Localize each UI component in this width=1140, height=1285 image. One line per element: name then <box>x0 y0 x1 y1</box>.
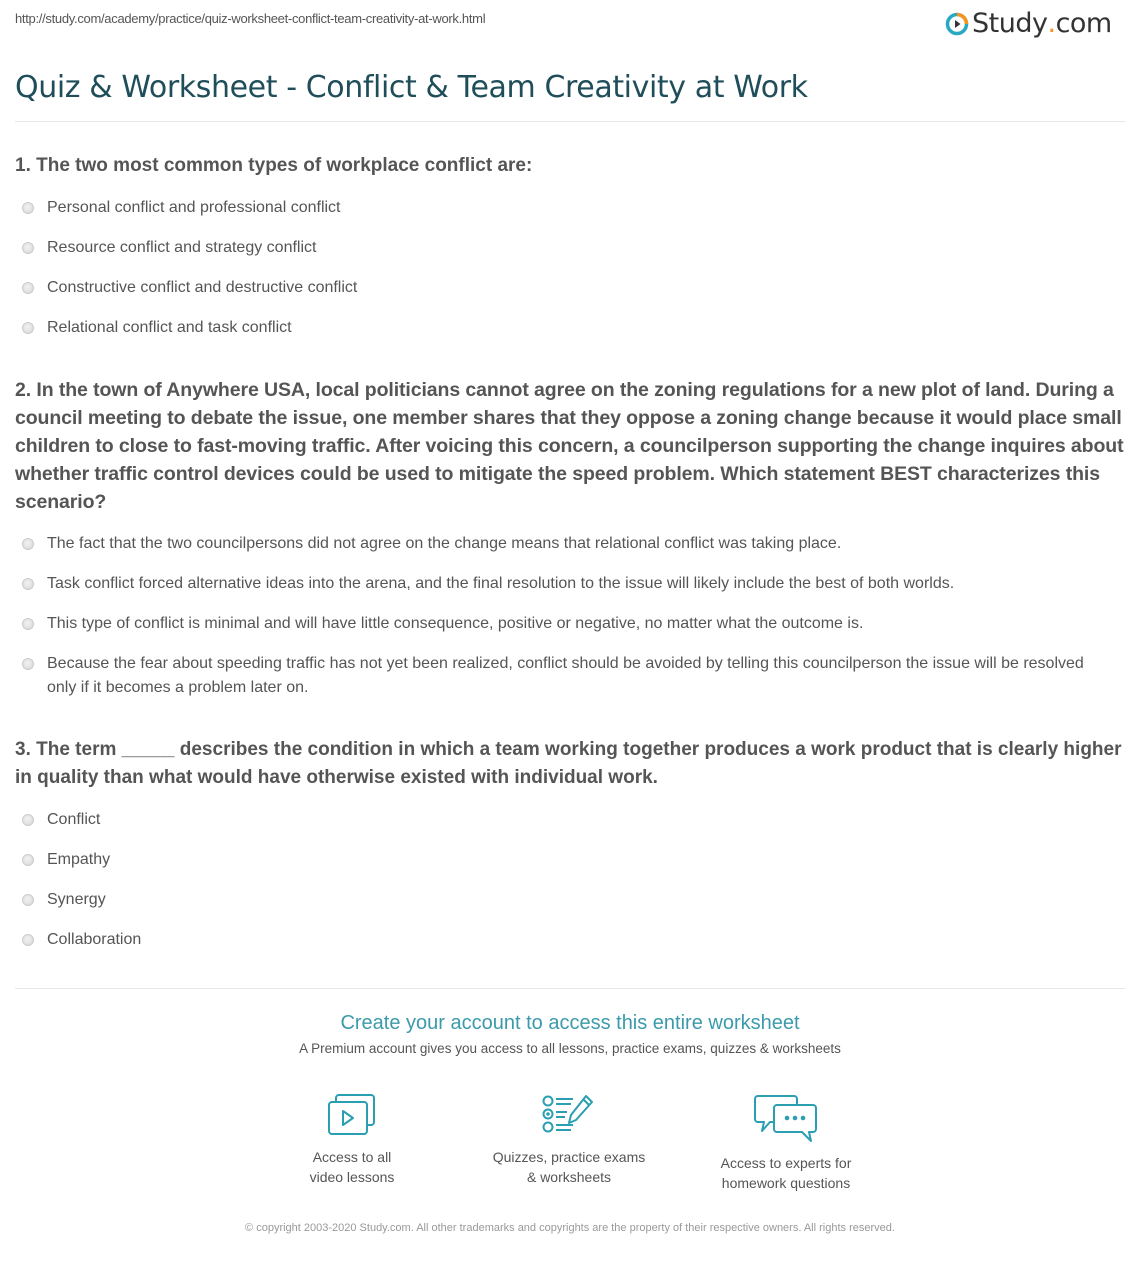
answer-option[interactable]: The fact that the two councilpersons did not agree on the change means that relational conflict was taking place. <box>22 532 1112 572</box>
radio-button-icon[interactable] <box>22 894 34 906</box>
answer-option[interactable]: Because the fear about speeding traffic has not yet been realized, conflict should be avoided by telling this councilperson the issue will be resolved only if it becomes a problem later on. <box>22 652 1112 700</box>
answer-option[interactable]: Personal conflict and professional conflict <box>22 196 1112 236</box>
question-1-options <box>22 196 1112 356</box>
question-2: 2. In the town of Anywhere USA, local politicians cannot agree on the zoning regulations for a new plot of land. During a council meeting to debate the issue, one member shares that they oppose a zoning change because it would place small children to close to fast-moving traffic. After voicing this concern, a councilperson supporting the change inquires about whether traffic control devices could be used to mitigate the speed problem. Which statement BEST characterizes this scenario? <box>15 379 1124 513</box>
radio-button-icon[interactable] <box>22 538 34 550</box>
signup-cta <box>0 1012 1140 1056</box>
divider <box>15 121 1125 122</box>
chat-bubbles-icon <box>754 1093 818 1143</box>
answer-option[interactable]: Empathy <box>22 848 1112 888</box>
radio-button-icon[interactable] <box>22 282 34 294</box>
question-3-options <box>22 808 1112 968</box>
answer-option[interactable]: Relational conflict and task conflict <box>22 316 1112 356</box>
divider <box>15 988 1125 989</box>
feature-line-2: homework questions <box>721 1175 851 1191</box>
radio-button-icon[interactable] <box>22 658 34 670</box>
answer-option[interactable]: This type of conflict is minimal and will have little consequence, positive or negative, no matter what the outcome is. <box>22 612 1112 652</box>
study-logo[interactable] <box>945 8 1112 39</box>
radio-button-icon[interactable] <box>22 202 34 214</box>
feature-line-1: Access to all <box>312 1149 392 1165</box>
answer-option[interactable]: Conflict <box>22 808 1112 848</box>
feature-video-lessons <box>252 1093 452 1187</box>
logo-dot: . <box>1047 8 1056 39</box>
page-title: Quiz & Worksheet - Conflict & Team Creativity at Work <box>15 70 808 105</box>
logo-wordmark: Study <box>972 8 1048 39</box>
play-circle-logo-icon <box>945 12 969 36</box>
cta-subtitle: A Premium account gives you access to all lessons, practice exams, quizzes & worksheets <box>299 1041 841 1056</box>
feature-quizzes <box>469 1093 669 1187</box>
feature-line-2: & worksheets <box>526 1169 612 1185</box>
answer-option[interactable]: Task conflict forced alternative ideas into the arena, and the final resolution to the issue will likely include the best of both worlds. <box>22 572 1112 612</box>
radio-button-icon[interactable] <box>22 578 34 590</box>
radio-button-icon[interactable] <box>22 618 34 630</box>
answer-option[interactable]: Synergy <box>22 888 1112 928</box>
logo-tld: com <box>1055 8 1112 39</box>
feature-experts <box>686 1093 886 1193</box>
answer-option[interactable]: Collaboration <box>22 928 1112 968</box>
copyright-footer: © copyright 2003-2020 Study.com. All other trademarks and copyrights are the property of their respective owners. All rights reserved. <box>245 1222 895 1234</box>
question-1: 1. The two most common types of workplace conflict are: <box>15 155 533 176</box>
quiz-checklist-icon <box>541 1093 597 1137</box>
radio-button-icon[interactable] <box>22 854 34 866</box>
question-3: 3. The term _____ describes the condition in which a team working together produces a work product that is clearly higher in quality than what would have otherwise existed with individual work. <box>15 739 1122 788</box>
answer-option[interactable]: Constructive conflict and destructive conflict <box>22 276 1112 316</box>
create-account-link[interactable]: Create your account to access this entire worksheet <box>340 1012 800 1034</box>
feature-line-1: Quizzes, practice exams <box>492 1149 646 1165</box>
radio-button-icon[interactable] <box>22 814 34 826</box>
feature-line-2: video lessons <box>309 1169 395 1185</box>
radio-button-icon[interactable] <box>22 934 34 946</box>
page-url: http://study.com/academy/practice/quiz-worksheet-conflict-team-creativity-at-work.html <box>15 11 486 26</box>
video-lessons-icon <box>326 1093 378 1137</box>
answer-option[interactable]: Resource conflict and strategy conflict <box>22 236 1112 276</box>
radio-button-icon[interactable] <box>22 242 34 254</box>
radio-button-icon[interactable] <box>22 322 34 334</box>
question-2-options <box>22 532 1112 700</box>
feature-line-1: Access to experts for <box>720 1155 852 1171</box>
